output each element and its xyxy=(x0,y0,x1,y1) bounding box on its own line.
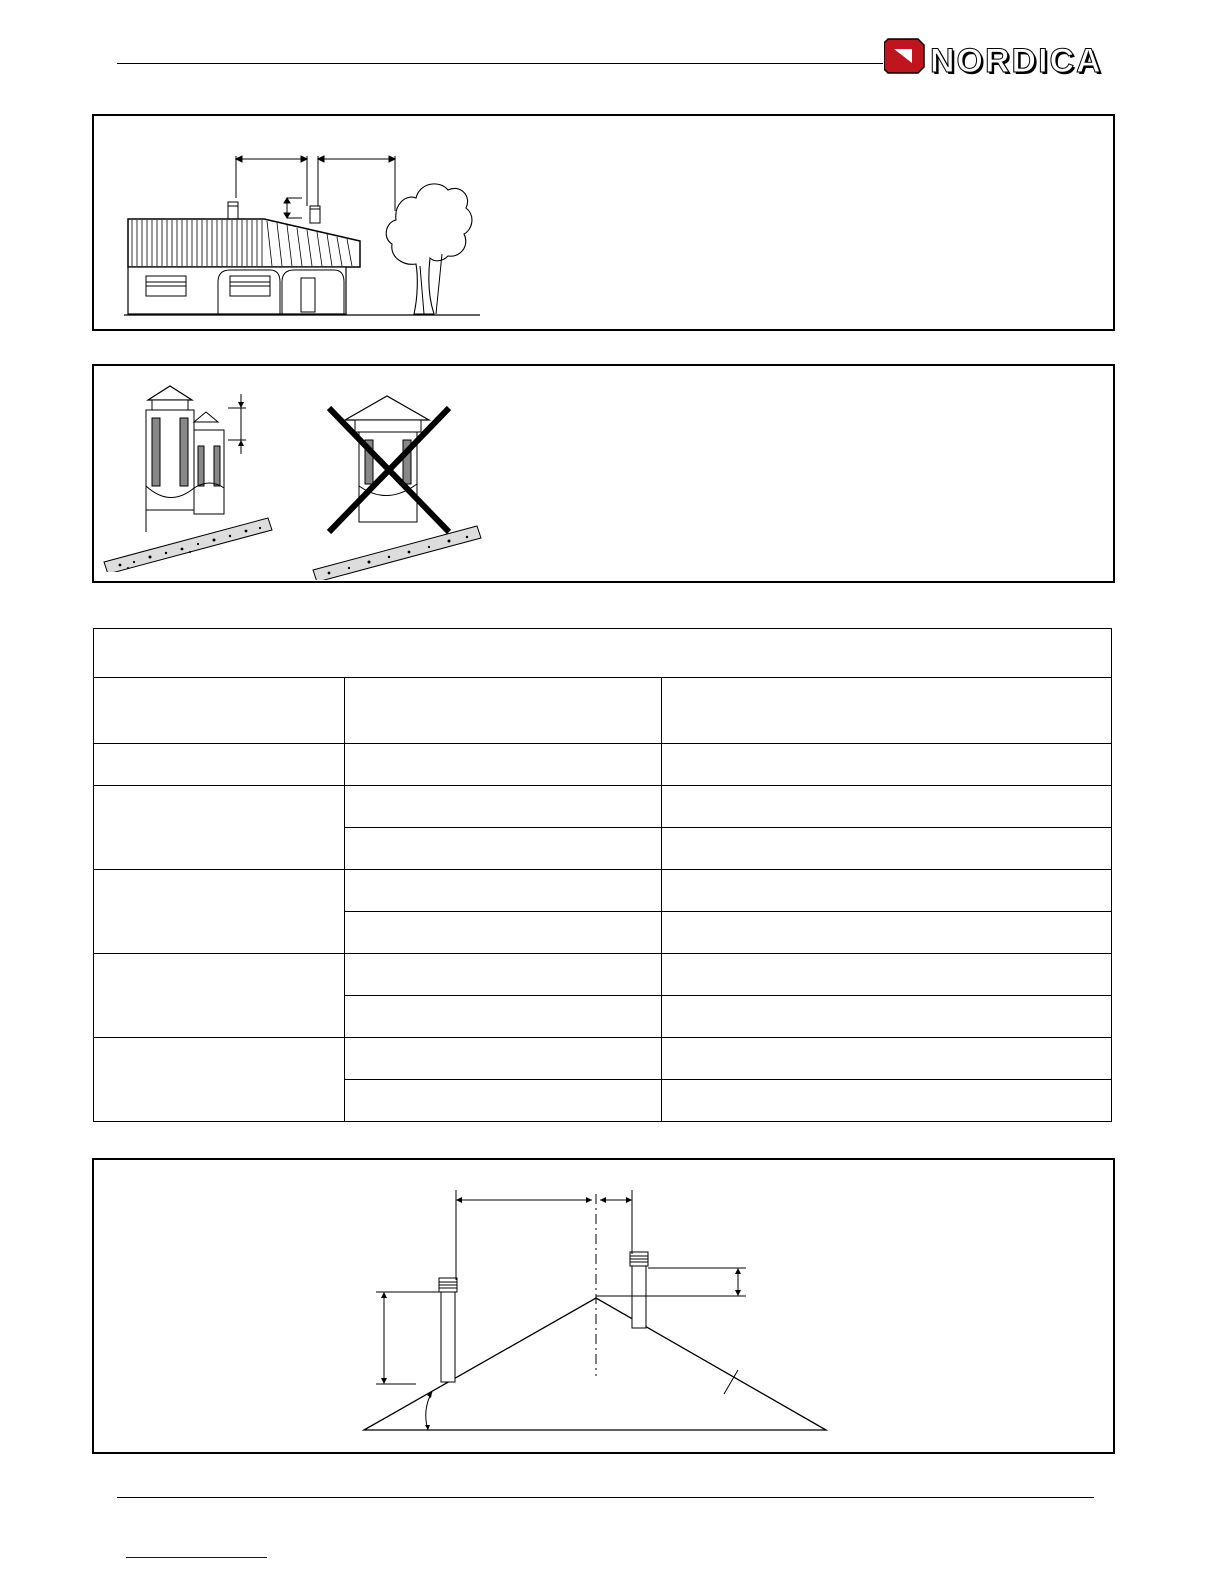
table-cell xyxy=(345,828,662,870)
table-cell xyxy=(345,996,662,1038)
table-cell xyxy=(662,912,1112,954)
table-header-cell xyxy=(94,678,345,744)
table-cell xyxy=(345,870,662,912)
table-cell xyxy=(662,1038,1112,1080)
table-cell xyxy=(94,744,345,786)
table-row xyxy=(94,870,1112,912)
distances-table xyxy=(93,628,1112,1122)
table-cell xyxy=(662,954,1112,996)
table-row xyxy=(94,744,1112,786)
figure-chimney-cowls-box xyxy=(92,364,1115,583)
table-cell xyxy=(345,954,662,996)
table-row xyxy=(94,786,1112,828)
brand-name: NORDICA xyxy=(930,42,1103,80)
table-cell xyxy=(662,870,1112,912)
table-cell xyxy=(662,828,1112,870)
figure-pitched-roof-box xyxy=(92,1158,1115,1454)
chimney-cowls-wrong-icon xyxy=(309,390,489,580)
table-cell xyxy=(662,1080,1112,1122)
table-cell xyxy=(94,870,345,954)
table-cell xyxy=(662,786,1112,828)
table-cell xyxy=(662,744,1112,786)
table-caption xyxy=(94,629,1112,678)
table-cell xyxy=(94,786,345,870)
pitched-roof-chimney-icon xyxy=(356,1190,856,1450)
chimney-cowls-correct-icon xyxy=(100,382,280,572)
table-cell xyxy=(94,1038,345,1122)
table-header-cell xyxy=(662,678,1112,744)
table-cell xyxy=(345,912,662,954)
house-with-tree-icon xyxy=(124,146,524,356)
table-row xyxy=(94,1038,1112,1080)
table-header-row xyxy=(94,678,1112,744)
footer-link[interactable] xyxy=(126,1557,267,1558)
table-cell xyxy=(345,744,662,786)
table-cell xyxy=(94,954,345,1038)
header-rule xyxy=(117,63,883,64)
brand-logo xyxy=(884,36,1103,80)
table-header-cell xyxy=(345,678,662,744)
table-caption-row xyxy=(94,629,1112,678)
table-cell xyxy=(345,1038,662,1080)
table-cell xyxy=(662,996,1112,1038)
table-cell xyxy=(345,786,662,828)
table-row xyxy=(94,954,1112,996)
figure-building-tree-box xyxy=(92,114,1115,331)
footer-rule xyxy=(117,1497,1094,1498)
table-cell xyxy=(345,1080,662,1122)
logo-mark-icon xyxy=(884,37,926,75)
